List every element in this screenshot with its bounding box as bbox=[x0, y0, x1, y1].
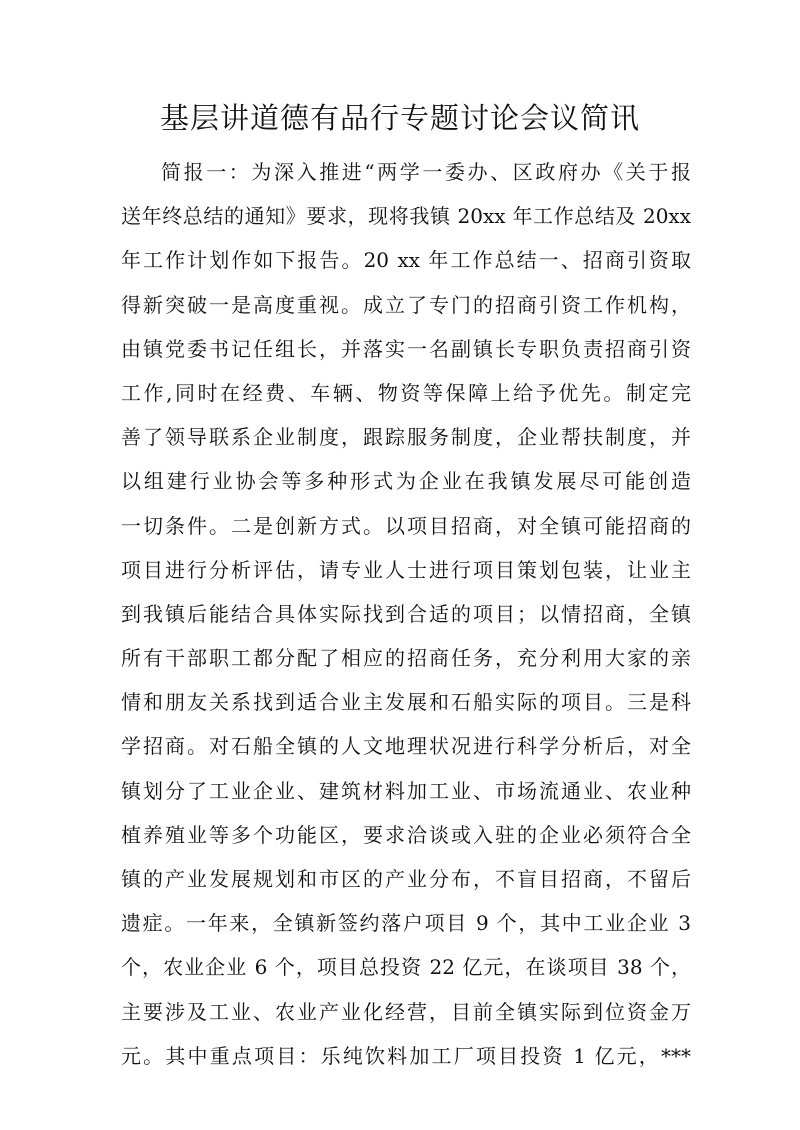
paragraph-line: 学招商。对石船全镇的人文地理状况进行科学分析后，对全 bbox=[121, 734, 691, 759]
paragraph-line: 项目进行分析评估，请专业人士进行项目策划包装，让业主 bbox=[121, 557, 691, 582]
paragraph-line: 个，农业企业 6 个，项目总投资 22 亿元，在谈项目 38 个， bbox=[121, 955, 691, 980]
paragraph-line: 植养殖业等多个功能区，要求洽谈或入驻的企业必须符合全 bbox=[121, 822, 691, 847]
paragraph-line: 善了领导联系企业制度，跟踪服务制度，企业帮扶制度，并 bbox=[121, 425, 691, 450]
paragraph-line: 年工作计划作如下报告。20 xx 年工作总结一、招商引资取 bbox=[121, 248, 691, 273]
paragraph-line: 元。其中重点项目：乐纯饮料加工厂项目投资 1 亿元，*** bbox=[121, 1043, 691, 1068]
paragraph-line: 得新突破一是高度重视。成立了专门的招商引资工作机构， bbox=[121, 292, 691, 317]
paragraph-line: 遗症。一年来，全镇新签约落户项目 9 个，其中工业企业 3 bbox=[121, 911, 691, 936]
paragraph-line: 主要涉及工业、农业产业化经营，目前全镇实际到位资金万 bbox=[121, 999, 691, 1024]
paragraph-line: 以组建行业协会等多种形式为企业在我镇发展尽可能创造 bbox=[121, 469, 691, 494]
paragraph-line: 镇划分了工业企业、建筑材料加工业、市场流通业、农业种 bbox=[121, 778, 691, 803]
paragraph-line: 到我镇后能结合具体实际找到合适的项目；以情招商，全镇 bbox=[121, 601, 691, 626]
paragraph-line: 情和朋友关系找到适合业主发展和石船实际的项目。三是科 bbox=[121, 690, 691, 715]
paragraph-line: 一切条件。二是创新方式。以项目招商，对全镇可能招商的 bbox=[121, 513, 691, 538]
paragraph-line: 所有干部职工都分配了相应的招商任务，充分利用大家的亲 bbox=[121, 646, 691, 671]
paragraph-line: 送年终总结的通知》要求，现将我镇 20xx 年工作总结及 20xx bbox=[121, 204, 691, 229]
paragraph-line: 镇的产业发展规划和市区的产业分布，不盲目招商，不留后 bbox=[121, 867, 691, 891]
paragraph-line: 简报一：为深入推进“两学一委办、区政府办《关于报 bbox=[161, 160, 691, 184]
paragraph-line: 工作,同时在经费、车辆、物资等保障上给予优先。制定完 bbox=[121, 380, 691, 405]
paragraph-line: 由镇党委书记任组长，并落实一名副镇长专职负责招商引资 bbox=[121, 336, 691, 361]
document-body bbox=[121, 150, 691, 1078]
document-title: 基层讲道德有品行专题讨论会议简讯 bbox=[159, 101, 640, 135]
